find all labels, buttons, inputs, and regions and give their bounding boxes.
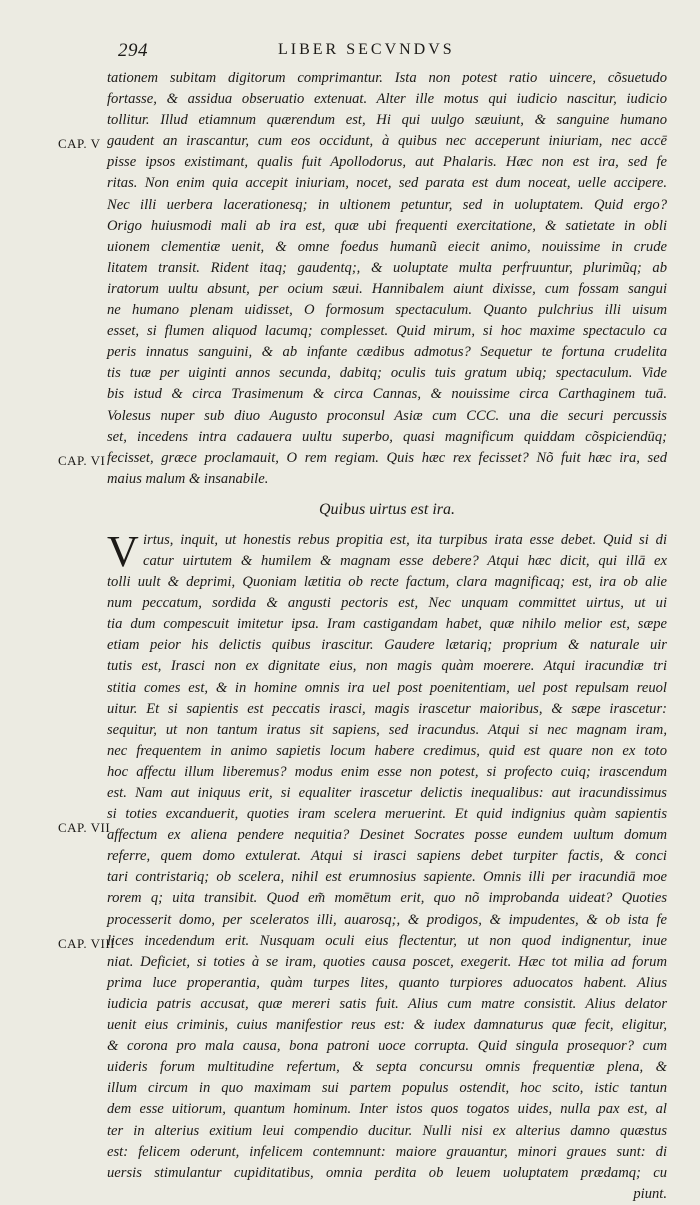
text-line: piunt. bbox=[633, 1185, 667, 1202]
text-line: est. Nam aut iniquus erit, si equaliter irascetur delictis inequalibus: aut iracundissimus bbox=[107, 785, 667, 801]
text-line: litatem transit. Rident itaq; gaudentq;, & uoluptate multa perfruuntur, plurimũq; ab bbox=[107, 259, 667, 276]
text-line: illum circum in quo maximam sui partem populus ostendit, hoc scito, istic tantun bbox=[107, 1080, 667, 1097]
text-line: etiam peior his delictis quibus irascitur. Gaudere lætariq; proprium & naturale uir bbox=[107, 637, 667, 654]
text-line: maius malum & insanabile. bbox=[107, 470, 269, 487]
text-line: uideris forum multitudine refertum, & septa concursu omnis frequentiæ plena, & bbox=[107, 1059, 667, 1076]
text-line: Volesus nuper sub diuo Augusto proconsul Asiæ cum CCC. una die securi percussis bbox=[107, 407, 667, 424]
text-line: tationem subitam digitorum comprimantur. Ista non potest ratio uincere, cõsuetudo bbox=[107, 70, 667, 86]
text-line: Origo huiusmodi mali ab ira est, quæ ubi frequenti exercitatione, & satietate in obli bbox=[107, 217, 667, 234]
text-line: hoc affectu illum liberemus? modus enim esse non potest, si profecto cuiq; irascendum bbox=[107, 763, 667, 780]
text-line: bis istud & circa Trasimenum & circa Cannas, & nouissime circa Carthaginem tuā. bbox=[107, 386, 667, 403]
text-line: est: felicem oderunt, infelicem contemnunt: maiore grauantur, minori graues sunt: di bbox=[107, 1143, 667, 1160]
text-line: ne humano plenam uidisset, O formosum spectaculum. Quanto pulchrius illi uisum bbox=[107, 302, 667, 319]
text-line: tis tuæ per uiginti annos secunda, dabitq; oculis tuis gratum ubiq; spectaculum. Vide bbox=[107, 365, 667, 382]
text-line: peris innatus sanguini, & ab infante cædibus admotus? Sequetur te fortuna crudelita bbox=[107, 344, 667, 361]
text-line: referre, quem domo extulerat. Atqui si irasci sapiens debet turpiter factis, & conci bbox=[107, 848, 667, 865]
text-line: fortasse, & assidua obseruatio extenuat. Alter ille motus qui iudicio nascitur, iudicio bbox=[107, 91, 667, 108]
text-line: uionem clementiæ uenit, & omne foedus humanũ eiecit animo, nouissime in crude bbox=[107, 238, 667, 255]
text-line: ritas. Non enim quia accepit iniuriam, nocet, sed parata est dum noceat, uelle accipere. bbox=[107, 175, 667, 192]
text-line: irtus, inquit, ut honestis rebus propitia est, ita turpibus irata esse debet. Quid si di bbox=[143, 531, 667, 548]
text-line: lices incedendum erit. Nusquam oculi eius flectentur, ut non quod indignentur, inue bbox=[107, 932, 667, 949]
text-line: pisse ipsos existimant, qualis fuit Apollodorus, aut Phalaris. Hæc non est ira, sed fe bbox=[107, 154, 667, 171]
text-line: iudicia patris accusat, quæ mereri satis fuit. Alius cum matre consistit. Alius delator bbox=[107, 995, 667, 1012]
text-line: fecisset, græce proclamauit, O rem regiam. Quis hæc rex fecisset? Nõ fuit hæc ira, sed bbox=[107, 449, 667, 466]
text-line: si toties excanduerit, quoties iram scelera meruerint. Et quid indignius quàm sapientis bbox=[107, 806, 667, 823]
text-line: set, incedens intra cadauera uultu superbo, quasi magnificum quiddam cõspiciendūq; bbox=[107, 428, 667, 445]
margin-note-cap-5: CAP. V bbox=[58, 136, 101, 151]
text-line: rorem q; uita transibit. Quod em̃ momētum erit, quo nõ improbanda uideat? Quoties bbox=[107, 890, 667, 907]
text-line: catur uirtutem & humilem & magnam esse debere? Atqui hæc dicit, qui illā ex bbox=[143, 552, 667, 569]
text-line: processerit domo, per sceleratos illi, auarosq;, & prodigos, & impudentes, & ob ista fe bbox=[107, 911, 667, 928]
text-line: tia dum compescuit imitetur ipsa. Iram castigandam habet, quæ nihilo melior est, sæpe bbox=[107, 616, 667, 633]
text-line: gaudent an irascantur, cum eos occidunt, à quibus nec acceperunt iniuriam, nec accē bbox=[107, 133, 667, 150]
page-number: 294 bbox=[118, 40, 148, 61]
text-line: iratorum uultu absunt, per ocium sæui. Hannibalem aiunt dixisse, cum fossam sangui bbox=[107, 280, 667, 297]
text-line: tari contristariq; ob scelera, nihil est erumnosius sapiente. Omnis illi per iracundiā moe bbox=[107, 869, 667, 886]
text-line: dem esse uitiorum, quantum hominum. Inter istos quos togatos uides, nulla pax est, al bbox=[107, 1101, 667, 1118]
text-line: & corona pro mala causa, bona patroni uoce corrupta. Quid singula prosequor? cum bbox=[107, 1038, 667, 1055]
text-line: affectum ex aliena pendere nequitia? Desinet Socrates posse eundem uultum domum bbox=[107, 827, 667, 844]
text-line: Nec illi uerbera lacerationesq; in ultionem petuntur, sed in uoluptatem. Quid ergo? bbox=[107, 196, 667, 213]
text-line: ter in alterius exitium leui compendio ducitur. Nulli nisi ex alterius damno quæstus bbox=[107, 1122, 667, 1139]
section-heading: Quibus uirtus est ira. bbox=[318, 500, 455, 518]
drop-cap: V bbox=[107, 526, 139, 576]
text-line: niat. Deficiet, si toties à se iram, quoties causa poscet, exegerit. Hæc tot milia ad forum bbox=[107, 953, 667, 970]
text-line: tolli uult & deprimi, Quoniam lætitia ob recte factum, clara magnificaq; est, ira ob alie bbox=[107, 574, 667, 591]
text-line: nec frequentem in animo sapietis locum habere credimus, quid est quare non ex toto bbox=[107, 742, 667, 759]
margin-note-cap-7: CAP. VII bbox=[58, 820, 111, 835]
text-line: sequitur, ut non tantum iratus sit sapiens, sed iracundus. Atqui si nec magnam iram, bbox=[107, 721, 667, 738]
chapter-opening bbox=[107, 526, 667, 576]
text-line: prima luce properantia, quàm turpes lites, quanto turpiores aduocatos habent. Alius bbox=[107, 974, 667, 991]
text-line: uenit eius criminis, cuius manifestior reus est: & iudex damnaturus quæ fecit, eligitur, bbox=[107, 1017, 667, 1034]
book-title: LIBER SECVNDVS bbox=[278, 41, 455, 58]
text-line: uitur. Et si sapientis est peccatis irasci, magis irascetur maioribus, & sæpe irascetur: bbox=[107, 700, 667, 717]
margin-note-cap-6: CAP. VI bbox=[58, 453, 106, 468]
text-line: stitia comes est, & in homine omnis ira uel post poenitentiam, uel post repulsam reuol bbox=[107, 679, 667, 696]
text-line: tutis est, Irasci non ex dignitate eius, non magis quàm moerere. Atqui iracundiæ tri bbox=[107, 658, 667, 675]
text-line: num peccatum, sordida & angusti pectoris est, Nec unquam committet uirtus, ut ui bbox=[107, 595, 667, 612]
text-line: esset, si flumen aliquod lacumq; complesset. Quid mirum, si hoc maxime spectaculo ca bbox=[107, 323, 667, 340]
margin-note-cap-8: CAP. VIII bbox=[58, 936, 115, 951]
text-line: tollitur. Illud etiamnum quærendum est, Hi qui uulgo sæuiunt, & sanguine humano bbox=[107, 112, 667, 129]
text-line: uersis stimulantur cupiditatibus, omnia perdita ob leuem uoluptatem prædamq; cu bbox=[107, 1164, 667, 1181]
running-head bbox=[118, 40, 678, 64]
main-text bbox=[107, 68, 667, 1205]
